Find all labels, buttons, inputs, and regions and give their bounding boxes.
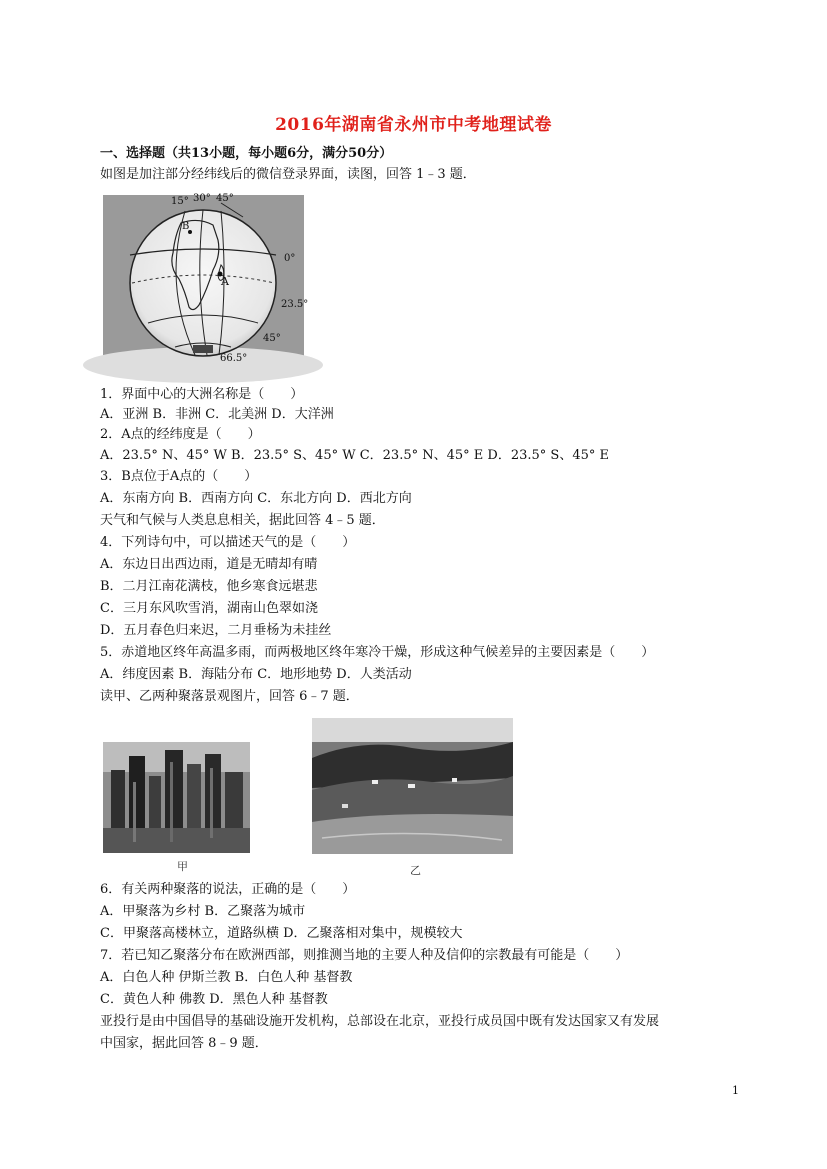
question-3-options: A．东南方向 B．西南方向 C．东北方向 D．西北方向 [100, 491, 412, 506]
figure-silhouette [193, 345, 213, 353]
intro-q4-5: 天气和气候与人类息息相关，据此回答 4﹣5 题． [100, 513, 385, 528]
question-2: 2．A点的经纬度是（ ） [100, 427, 261, 442]
page-number: 1 [732, 1084, 739, 1097]
question-4-option-a: A．东边日出西边雨，道是无晴却有晴 [100, 557, 318, 572]
question-4: 4．下列诗句中，可以描述天气的是（ ） [100, 535, 356, 550]
question-2-options: A．23.5° N、45° W B．23.5° S、45° W C．23.5° N、45° E D．23.5° S、45° E [100, 448, 609, 463]
question-7-options-ab: A．白色人种 伊斯兰教 B．白色人种 基督教 [100, 970, 353, 985]
intro-q8-9-line1: 亚投行是由中国倡导的基础设施开发机构，总部设在北京，亚投行成员国中既有发达国家又有发展 [100, 1014, 660, 1029]
question-7: 7．若已知乙聚落分布在欧洲西部，则推测当地的主要人种及信仰的宗教最有可能是（ ） [100, 948, 629, 963]
question-1: 1．界面中心的大洲名称是（ ） [100, 387, 304, 402]
label-lon-45: 45° [216, 193, 234, 204]
globe-circle [130, 210, 276, 356]
label-lat-45: 45° [263, 333, 281, 344]
globe-diagram [103, 193, 309, 373]
caption-yi: 乙 [410, 864, 421, 877]
page-title: 2016年湖南省永州市中考地理试卷 [275, 115, 552, 135]
photo-village [312, 718, 513, 854]
section-heading: 一、选择题（共13小题，每小题6分，满分50分） [100, 146, 393, 161]
question-6-options-cd: C．甲聚落高楼林立，道路纵横 D．乙聚落相对集中，规模较大 [100, 926, 463, 941]
question-4-option-b: B．二月江南花满枝，他乡寒食远堪悲 [100, 579, 318, 594]
question-5: 5．赤道地区终年高温多雨，而两极地区终年寒冷干燥，形成这种气候差异的主要因素是（ ） [100, 645, 655, 660]
label-lat-66-5: 66.5° [220, 353, 248, 364]
question-7-options-cd: C．黄色人种 佛教 D．黑色人种 基督教 [100, 992, 328, 1007]
question-6: 6．有关两种聚落的说法，正确的是（ ） [100, 882, 356, 897]
photo-city-image [103, 742, 250, 853]
photo-city [103, 742, 250, 853]
globe-figure [103, 193, 309, 373]
label-lat-23-5: 23.5° [281, 299, 309, 310]
question-4-option-d: D．五月春色归来迟，二月垂杨为未挂丝 [100, 623, 332, 638]
label-lon-15: 15° [171, 196, 189, 207]
question-1-options: A．亚洲 B．非洲 C．北美洲 D．大洋洲 [100, 407, 334, 422]
intro-q6-7: 读甲、乙两种聚落景观图片，回答 6﹣7 题． [100, 689, 359, 704]
label-lat-0: 0° [284, 253, 296, 264]
photo-village-image [312, 718, 513, 854]
label-lon-30: 30° [193, 193, 211, 204]
question-3: 3．B点位于A点的（ ） [100, 469, 258, 484]
label-point-a: A [221, 275, 229, 288]
caption-jia: 甲 [177, 860, 188, 873]
question-4-option-c: C．三月东风吹雪消，湖南山色翠如浇 [100, 601, 318, 616]
intro-q8-9-line2: 中国家，据此回答 8﹣9 题． [100, 1036, 268, 1051]
question-5-options: A．纬度因素 B．海陆分布 C．地形地势 D．人类活动 [100, 667, 412, 682]
label-point-b: B [182, 221, 190, 232]
question-6-options-ab: A．甲聚落为乡村 B．乙聚落为城市 [100, 904, 306, 919]
intro-q1-3: 如图是加注部分经纬线后的微信登录界面，读图，回答 1﹣3 题． [100, 167, 476, 182]
